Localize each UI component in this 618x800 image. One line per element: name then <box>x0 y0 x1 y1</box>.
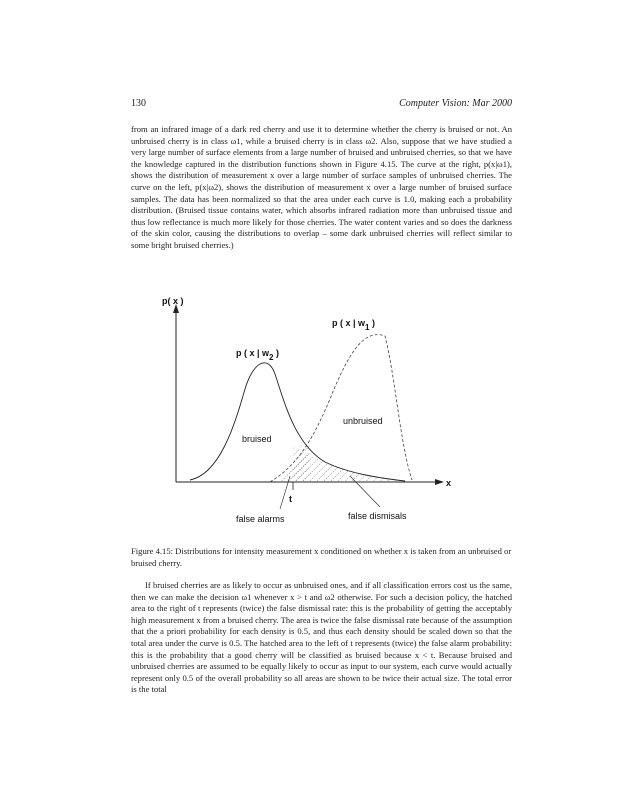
page-header <box>131 98 512 109</box>
y-axis-label: p( x ) <box>162 296 184 306</box>
unbruised-region-label: unbruised <box>343 416 383 426</box>
paragraph-decision-policy: If bruised cherries are as likely to occur as unbruised ones, and if all classification errors cost us the same, then we can make the decision ω1 whenever x > t and ω2 otherwise. For such a decision policy, the hatched area to the right of t represents (twice) the false dismissal rate: this is the probability of getting the acceptably high measurement x from a bruised cherry. The area is twice the false dismissal rate because of the assumption that the a priori probability for each density is 0.5, and thus each density should be scaled down so that the total area under the curve is 0.5. The hatched area to the left of t represents (twice) the false alarm probability: this is the probability that a good cherry will be classified as bruised because x < t. Because bruised and unbruised cherries are assumed to be equally likely to occur as input to our system, each curve would actually represent only 0.5 of the overall probability so all areas are shown to be twice their actual size. The total error is the total <box>131 580 512 695</box>
paragraph-intro: from an infrared image of a dark red cherry and use it to determine whether the cherry is bruised or not. An unbruised cherry is in class ω1, while a bruised cherry is in class ω2. Also, suppose that we have studied a very large number of surface elements from a large number of bruised and unbruised cherries, so that we have the knowledge captured in the distribution functions shown in Figure 4.15. The curve at the right, p(x|ω1), shows the distribution of measurement x over a large number of surface samples of unbruised cherries. The curve on the left, p(x|ω2), shows the distribution of measurement x over a large number of bruised surface samples. The data has been normalized so that the area under each curve is 1.0, making each a probability distribution. (Bruised tissue contains water, which absorbs infrared radiation more than unbruised tissue and thus low reflectance is much more likely for those cherries. The water content varies and so does the darkness of the skin color, causing the distributions to overlap – some dark unbruised cherries will reflect similar to some bright bruised cherries.) <box>131 124 512 250</box>
x-axis-label: x <box>446 478 452 488</box>
unbruised-curve-label: p ( x | w1 ) <box>332 318 375 332</box>
unbruised-curve <box>270 335 412 482</box>
x-axis-arrow <box>435 479 444 485</box>
figure-4-15 <box>150 294 470 534</box>
threshold-label: t <box>289 494 292 504</box>
bruised-region-label: bruised <box>242 434 272 444</box>
page-number: 130 <box>131 98 146 109</box>
false-dismisals-label: false dismisals <box>348 511 407 521</box>
running-title: Computer Vision: Mar 2000 <box>399 98 512 109</box>
figure-caption: Figure 4.15: Distributions for intensity measurement x conditioned on whether x is taken from an unbruised or bruised cherry. <box>131 546 512 568</box>
false-alarms-label: false alarms <box>236 514 285 524</box>
bruised-curve-label: p ( x | w2 ) <box>236 348 279 362</box>
